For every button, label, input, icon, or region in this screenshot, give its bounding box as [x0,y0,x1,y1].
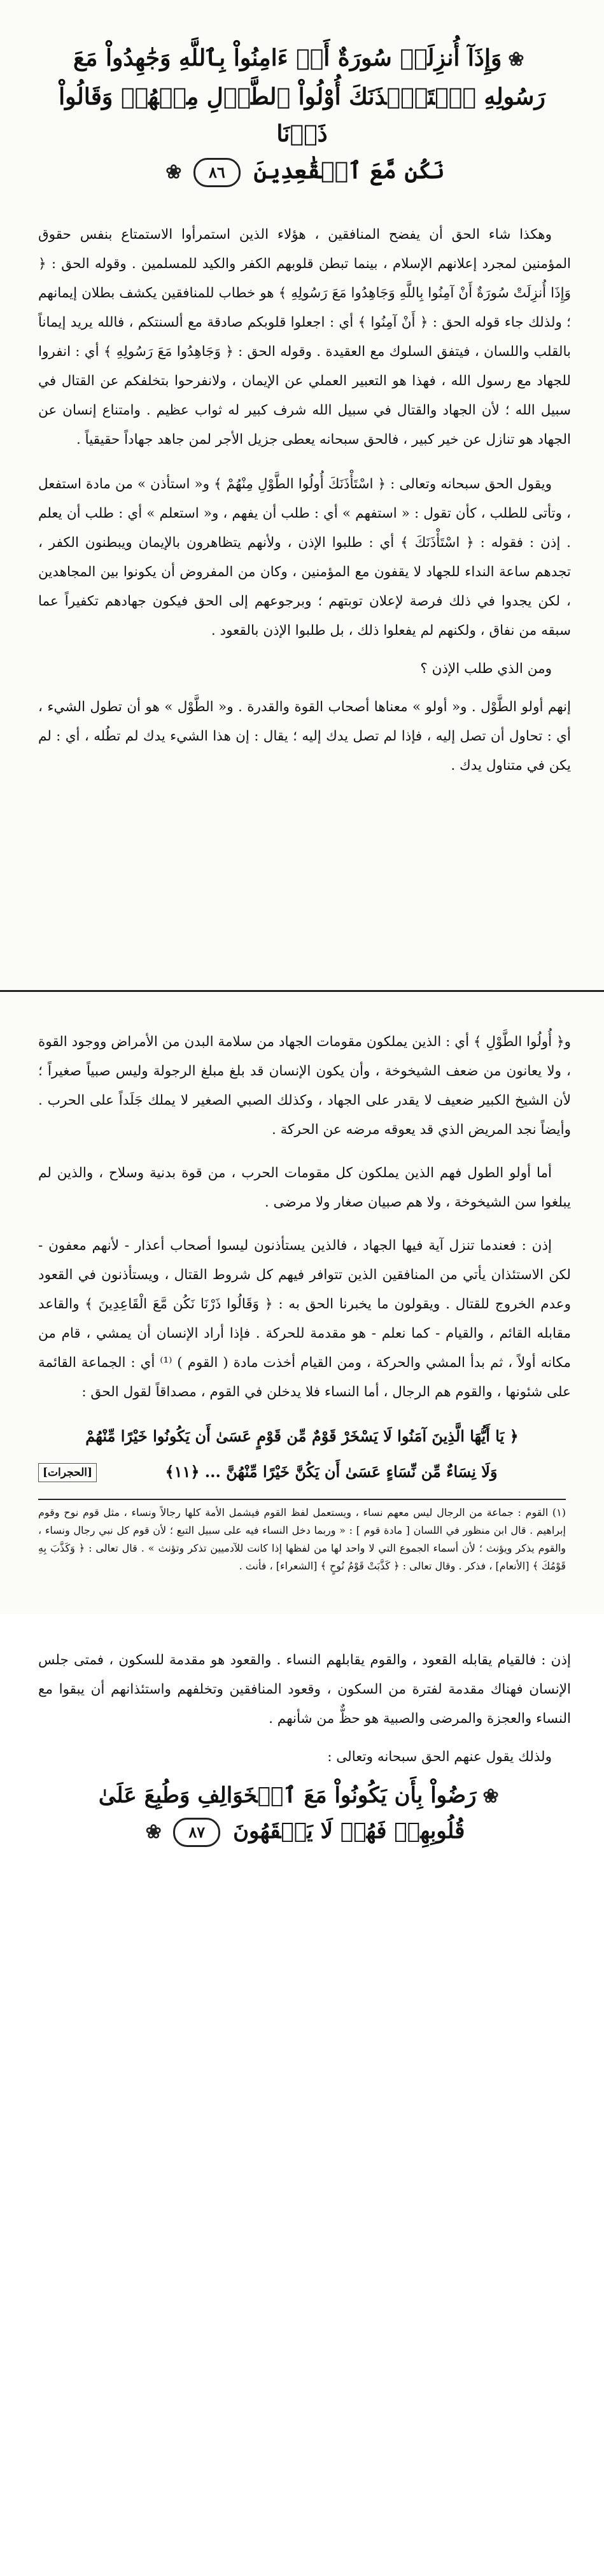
verse-line [38,1778,566,1814]
verse-line [38,152,566,191]
verse-text: وَإِذَآ أُنزِلَتۡ سُورَةٌ أَنۡ ءَامِنُواْ بِٱللَّهِ وَجَٰهِدُواْ مَعَ [73,45,502,71]
surah-reference: [الحجرات] [38,1463,97,1482]
commentary-paragraph: ولذلك يقول عنهم الحق سبحانه وتعالى : [327,1749,552,1765]
verse-line: رَسُولِهِ ٱسۡتَـٔۡذَنَكَ أُوْلُواْ ٱلطَّوۡلِ مِنۡهُمۡ وَقَالُواْ ذَرۡنَا [59,83,545,147]
verse-text: قُلُوبِهِمۡ فَهُمۡ لَا يَفۡقَهُونَ [233,1818,465,1844]
commentary-paragraph: و﴿ أُولُوا الطَّوْلِ ﴾ أي : الذين يملكون مقومات الجهاد من سلامة البدن من الأمراض ووجود القوة ، ولا يعانون من ضعف الشيخوخة ، وأن يكون الإنسان قد بلغ مبلغ الرجولة وليس صبياً صغيراً ؛ لأن الشيخ الكبير ضعيف لا يقدر على الجهاد ، وكذلك الصبي الصغير لا يملك جَلَداً على الحرب . وأيضاً نجد المريض الذي قد يعوقه مرضه عن الحركة . [38,1034,571,1138]
commentary-paragraph: إذن : فالقيام يقابله القعود ، والقوم يقابلهم النساء . والقعود هو مقدمة للسكون ، فمتى جلس الإنسان فهناك مقدمة لفترة من السكون ، وقعود المنافقين وتخلفهم واستئذانهم أن يبقوا مع النساء والعجزة والمرضى والصبية هو حظٌّ من شأنهم . [38,1652,571,1727]
ornament-icon: ❀ [482,1785,500,1808]
quran-verse-block [38,0,566,191]
verse-line [38,39,566,78]
page-section-3 [0,1646,604,2576]
ornament-icon: ❀ [165,161,182,183]
footnote-divider [38,1499,566,1500]
commentary-paragraph: أما أولو الطول فهم الذين يملكون كل مقومات الحرب ، من قوة بدنية وسلاح ، والذين لم يبلغوا سن الشيخوخة ، ولا هم صبيان صغار ولا مرضى . [38,1165,571,1210]
page-section-1 [0,0,604,990]
commentary-paragraph: إنهم أولو الطَّوْل . و« أولو » معناها أصحاب القوة والقدرة . و« الطَّوْل » هو أن تطول الشيء ، أي : تحاول أن تصل إليه ، فإذا لم تصل يدك إليه ؛ يقال : إن هذا الشيء يدك لم تطُله ، أي : لم يكن في متناول يدك . [38,699,571,774]
quoted-verse [38,1419,566,1490]
quran-verse-block [38,1778,566,1850]
commentary-paragraph: إذن : فعندما تنزل آية فيها الجهاد ، فالذين يستأذنون ليسوا أصحاب أعذار - لأنهم معفون - لكن الاستئذان يأتي من المنافقين الذين تتوافر فيهم كل شروط القتال ، ويستأذنون في القعود وعدم الخروج للقتال . ويقولون ما يخبرنا الحق به : ﴿ وَقَالُوا ذَرْنَا نَكُن مَّعَ الْقَاعِدِينَ ﴾ والقاعد مقابله القائم ، والقيام - كما نعلم - هو مقدمة للحركة . فإذا أراد الإنسان أن يمشي ، قام من مكانه أولاً ، ثم بدأ المشي والحركة ، ومن القيام أخذت مادة ( القوم ) ⁽¹⁾ أي : الجماعة القائمة على شئونها ، والقوم هم الرجال ، أما النساء فلا يدخلن في القوم ، مصداقاً لقول الحق : [38,1238,572,1400]
commentary-paragraph: وهكذا شاء الحق أن يفضح المنافقين ، هؤلاء الذين استمرأوا الاستمتاع بنفس حقوق المؤمنين لمجرد إعلانهم الإسلام ، بينما تبطن قلوبهم الكفر والكيد للمسلمين . وقوله الحق : ﴿ وَإِذَا أُنزِلَتْ سُورَةٌ أَنْ آمِنُوا بِاللَّهِ وَجَاهِدُوا مَعَ رَسُولِهِ ﴾ هو خطاب للمنافقين يكشف بطلان إيمانهم ؛ ولذلك جاء قوله الحق : ﴿ أَنْ آمِنُوا ﴾ أي : اجعلوا قلوبكم صادقة مع ألسنتكم ، فالله يريد إيماناً بالقلب واللسان ، فيتفق السلوك مع العقيدة . وقوله الحق : ﴿ وَجَاهِدُوا مَعَ رَسُولِهِ ﴾ أي : انفروا للجهاد مع رسول الله ، فهذا هو التعبير العملي عن الإيمان ، ولانفرحوا بتخلفكم عن القتال في سبيل الله ؛ لأن الجهاد والقتال في سبيل الله شرف كبير له ثواب عظيم . وامتناع إنسان عن الجهاد هو تنازل عن خير كبير ، فالحق سبحانه يعطى جزيل الأجر لمن جاهد جهاداً حقيقياً . [38,227,571,448]
ayah-number: ٨٧ [173,1818,220,1847]
verse-line [38,1814,566,1850]
ornament-icon: ❀ [145,1821,162,1843]
verse-text: وَلَا نِسَاءٌ مِّن نِّسَاءٍ عَسَىٰ أَن يَكُنَّ خَيْرًا مِّنْهُنَّ ... ﴿١١﴾ [165,1462,498,1481]
commentary-paragraph: ويقول الحق سبحانه وتعالى : ﴿ اسْتَأْذَنَكَ أُولُوا الطَّوْلِ مِنْهُمْ ﴾ و« استأذن » من مادة استفعل ، وتأتى للطلب ، كأن تقول : « استفهم » أي : طلب أن يفهم ، و« استعلم » أي : طلب أن يعلم . إذن : فقوله : ﴿ اسْتَأْذَنَكَ ﴾ أي : طلبوا الإذن ، ولأنهم يتظاهرون بالإيمان ويبطنون الكفر ، تجدهم ساعة النداء للجهاد لا يقفون مع المؤمنين ، وكان من المفروض أن يكونوا بين المجاهدين ، لكن يجدوا في ذلك فرصة لإعلان توبتهم ؛ وبرجوعهم إلى الحق فيكون جهادهم تكفيراً عما سبقه من نفاق ، ولكنهم لم يفعلوا ذلك ، بل طلبوا الإذن بالقعود . [38,476,571,639]
commentary-paragraph: ومن الذي طلب الإذن ؟ [420,661,552,677]
ornament-icon: ❀ [508,48,524,71]
footnote: (١) القوم : جماعة من الرجال ليس معهم نساء ، ويستعمل لفظ القوم فيشمل الأمة كلها رجالاً ونساء ، مثل قوم نوح وقوم إبراهيم . قال ابن منظور في اللسان [ مادة قوم ] : « وربما دخل النساء فيه على سبيل التبع ؛ لأن قوم كل نبي رجال ونساء ، والقوم يذكر ويؤنث ؛ لأن أسماء الجموع التي لا واحد لها من لفظها إذا كانت للآدميين تذكر وتؤنث » . قال تعالى : ﴿ وَكَذَّبَ بِهِ قَوْمُكَ ﴾ [الأنعام] ، فذكر . وقال تعالى : ﴿ كَذَّبَتْ قَوْمُ نُوحٍ ﴾ [الشعراء] ، فأنث . [38,1506,566,1572]
verse-line [38,1454,566,1490]
ayah-number: ٨٦ [193,158,241,187]
verse-text: رَضُواْ بِأَن يَكُونُواْ مَعَ ٱلۡخَوَالِفِ وَطُبِعَ عَلَىٰ [98,1783,477,1808]
verse-line: ﴿ يَا أَيُّهَا الَّذِينَ آمَنُوا لَا يَسْخَرْ قَوْمٌ مِّن قَوْمٍ عَسَىٰ أَن يَكُونُوا خَيْرًا مِّنْهُمْ [85,1427,519,1445]
verse-text: نَكُن مَّعَ ٱلۡقَٰعِدِينَ [253,157,445,184]
page-section-2 [0,990,604,1614]
